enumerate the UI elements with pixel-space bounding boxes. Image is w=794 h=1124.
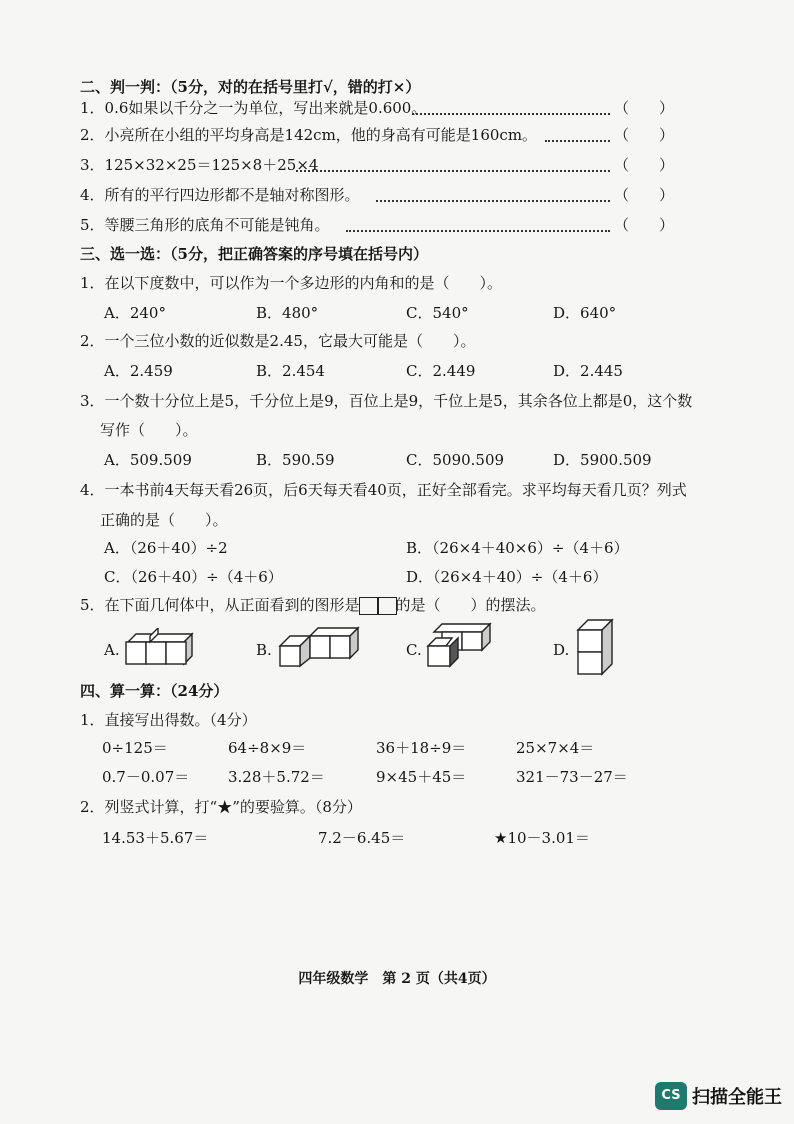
section-judge-heading: 二、判一判：（5分，对的在括号里打√，错的打×）: [80, 78, 421, 96]
option-a[interactable]: A．2.459: [104, 362, 173, 380]
calc-sub2: 2．列竖式计算，打“★”的要验算。（8分）: [80, 798, 362, 816]
answer-paren[interactable]: （ ）: [614, 126, 675, 144]
calc-item: ★10－3.01＝: [494, 829, 590, 847]
section-choose-heading: 三、选一选：（5分，把正确答案的序号填在括号内）: [80, 245, 428, 263]
judge-item-1: 1．0.6如果以千分之一为单位，写出来就是0.600。: [80, 99, 427, 117]
option-d[interactable]: D.: [553, 641, 570, 659]
choose-q4: 4．一本书前4天每天看26页，后6天每天看40页，正好全部看完。求平均每天看几页？列式: [80, 481, 687, 499]
leader-dots: [346, 230, 610, 232]
section-calc-heading: 四、算一算：（24分）: [80, 682, 229, 700]
calc-item: 0÷125＝: [102, 739, 168, 757]
choose-q3: 3．一个数十分位上是5，千分位上是9，百位上是9，千位上是5，其余各位上都是0，这个数: [80, 392, 693, 410]
page-footer: 四年级数学 第 2 页（共4页）: [298, 971, 496, 987]
answer-paren[interactable]: （ ）: [614, 216, 675, 234]
option-d[interactable]: D．（26×4＋40）÷（4＋6）: [406, 568, 608, 586]
judge-item-2: 2．小亮所在小组的平均身高是142cm，他的身高有可能是160cm。: [80, 126, 538, 144]
choose-q5: [80, 594, 546, 616]
judge-item-5: 5．等腰三角形的底角不可能是钝角。: [80, 216, 330, 234]
option-a[interactable]: A．240°: [104, 304, 166, 322]
cube-figure-c: [424, 622, 496, 668]
option-b[interactable]: B．480°: [256, 304, 319, 322]
judge-item-3: 3．125×32×25＝125×8＋25×4: [80, 156, 319, 174]
option-d[interactable]: D．640°: [553, 304, 617, 322]
choose-q3-cont: 写作（ ）。: [100, 421, 198, 439]
answer-paren[interactable]: （ ）: [614, 156, 675, 174]
option-d[interactable]: D．5900.509: [553, 451, 652, 469]
choose-q2: 2．一个三位小数的近似数是2.45，它最大可能是（ ）。: [80, 332, 476, 350]
calc-item: 7.2－6.45＝: [318, 829, 406, 847]
option-c[interactable]: C．540°: [406, 304, 469, 322]
option-b[interactable]: B．（26×4＋40×6）÷（4＋6）: [406, 539, 629, 557]
two-square-front-view: [360, 596, 396, 614]
option-b[interactable]: B．2.454: [256, 362, 325, 380]
calc-item: 25×7×4＝: [516, 739, 595, 757]
leader-dots: [412, 113, 610, 115]
judge-item-4: 4．所有的平行四边形都不是轴对称图形。: [80, 186, 360, 204]
option-b[interactable]: B.: [256, 641, 272, 659]
calc-item: 321－73－27＝: [516, 768, 628, 786]
calc-item: 0.7－0.07＝: [102, 768, 190, 786]
calc-item: 64÷8×9＝: [228, 739, 307, 757]
choose-q1: 1．在以下度数中，可以作为一个多边形的内角和的是（ ）。: [80, 274, 503, 292]
option-b[interactable]: B．590.59: [256, 451, 335, 469]
option-c[interactable]: C．（26＋40）÷（4＋6）: [104, 568, 283, 586]
option-c[interactable]: C．2.449: [406, 362, 476, 380]
choose-q5-text-a: 5．在下面几何体中，从正面看到的图形是: [80, 596, 360, 614]
calc-item: 14.53＋5.67＝: [102, 829, 209, 847]
option-c[interactable]: C．5090.509: [406, 451, 505, 469]
leader-dots: [376, 200, 610, 202]
choose-q4-cont: 正确的是（ ）。: [100, 511, 228, 529]
calc-item: 9×45＋45＝: [376, 768, 467, 786]
choose-q5-text-b: 的是（ ）的摆法。: [395, 596, 546, 614]
cube-figure-b: [276, 626, 362, 668]
camscanner-text: 扫描全能王: [692, 1087, 782, 1108]
option-a[interactable]: A．（26＋40）÷2: [104, 539, 228, 557]
option-c[interactable]: C.: [406, 641, 422, 659]
option-a[interactable]: A．509.509: [104, 451, 192, 469]
option-d[interactable]: D．2.445: [553, 362, 623, 380]
leader-dots: [545, 140, 610, 142]
leader-dots: [296, 170, 610, 172]
calc-item: 36＋18÷9＝: [376, 739, 467, 757]
answer-paren[interactable]: （ ）: [614, 186, 675, 204]
calc-item: 3.28＋5.72＝: [228, 768, 325, 786]
camscanner-logo: CS: [655, 1082, 687, 1110]
cube-figure-d: [574, 616, 618, 678]
calc-sub1: 1．直接写出得数。（4分）: [80, 711, 257, 729]
option-a[interactable]: A.: [104, 641, 120, 659]
cube-figure-a: [120, 628, 200, 668]
answer-paren[interactable]: （ ）: [614, 99, 675, 117]
